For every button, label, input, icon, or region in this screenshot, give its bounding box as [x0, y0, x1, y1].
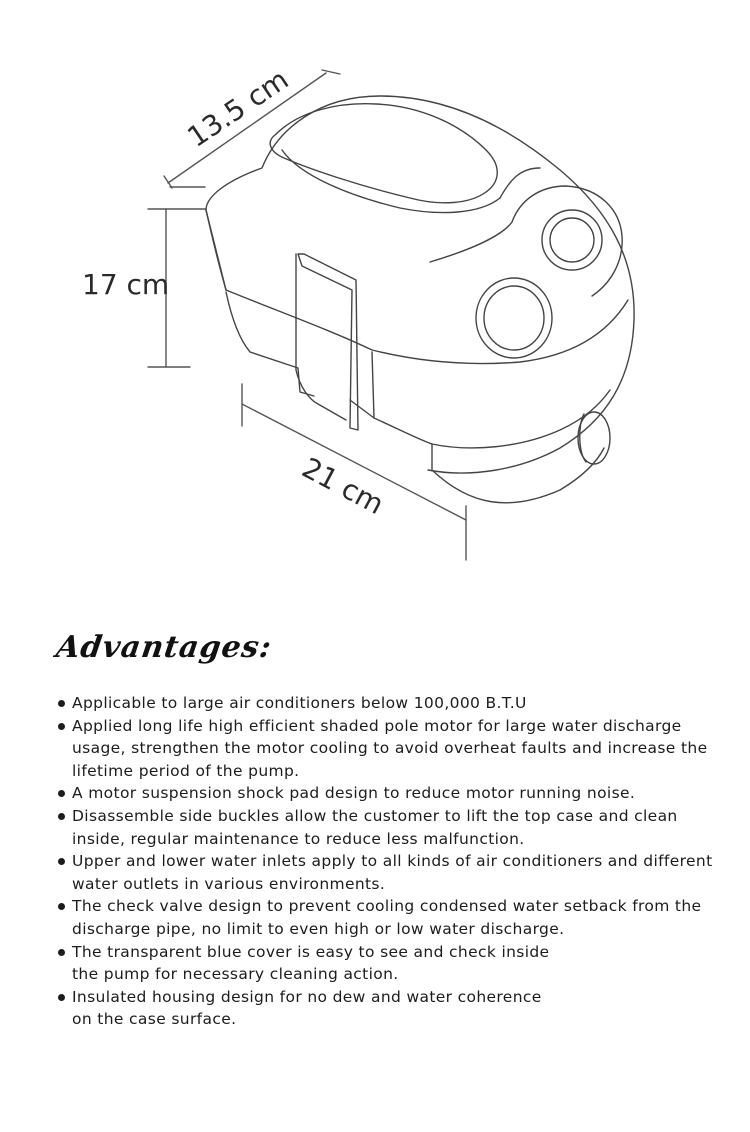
advantage-line: usage, strengthen the motor cooling to avoid overheat faults and increase the: [72, 739, 708, 758]
dimension-label-length: 13.5 cm: [181, 62, 295, 154]
advantages-heading: Advantages:: [54, 630, 275, 665]
advantage-line: A motor suspension shock pad design to reduce motor running noise.: [72, 784, 636, 803]
advantage-line: water outlets in various environments.: [72, 874, 386, 893]
advantage-item: [57, 692, 737, 715]
advantage-line: Insulated housing design for no dew and water coherence: [72, 987, 542, 1006]
advantage-line: The check valve design to prevent cooling condensed water setback from the: [72, 897, 702, 916]
advantage-item: [57, 782, 737, 805]
advantage-item: [57, 895, 737, 940]
dimension-label-width: 21 cm: [296, 451, 390, 522]
advantage-item: [57, 805, 737, 850]
advantages-list: [57, 692, 737, 1031]
advantage-item: [57, 941, 737, 986]
advantage-line: Applied long life high efficient shaded pole motor for large water discharge: [72, 716, 682, 735]
advantage-line: Upper and lower water inlets apply to all kinds of air conditioners and different: [72, 852, 713, 871]
advantage-line: Disassemble side buckles allow the customer to lift the top case and clean: [72, 806, 678, 825]
advantage-line: The transparent blue cover is easy to see and check inside: [72, 942, 550, 961]
advantage-item: [57, 850, 737, 895]
dimension-line-width: [242, 384, 466, 560]
advantage-line: the pump for necessary cleaning action.: [72, 965, 399, 984]
advantage-line: on the case surface.: [72, 1010, 237, 1029]
advantage-line: discharge pipe, no limit to even high or low water discharge.: [72, 919, 565, 938]
dimension-label-height: 17 cm: [82, 268, 170, 301]
pump-body: [206, 96, 634, 503]
advantage-line: Applicable to large air conditioners below 100,000 B.T.U: [72, 694, 527, 712]
advantage-line: lifetime period of the pump.: [72, 761, 300, 780]
advantage-line: inside, regular maintenance to reduce less malfunction.: [72, 829, 525, 848]
advantage-item: [57, 986, 737, 1031]
advantage-item: [57, 715, 737, 783]
